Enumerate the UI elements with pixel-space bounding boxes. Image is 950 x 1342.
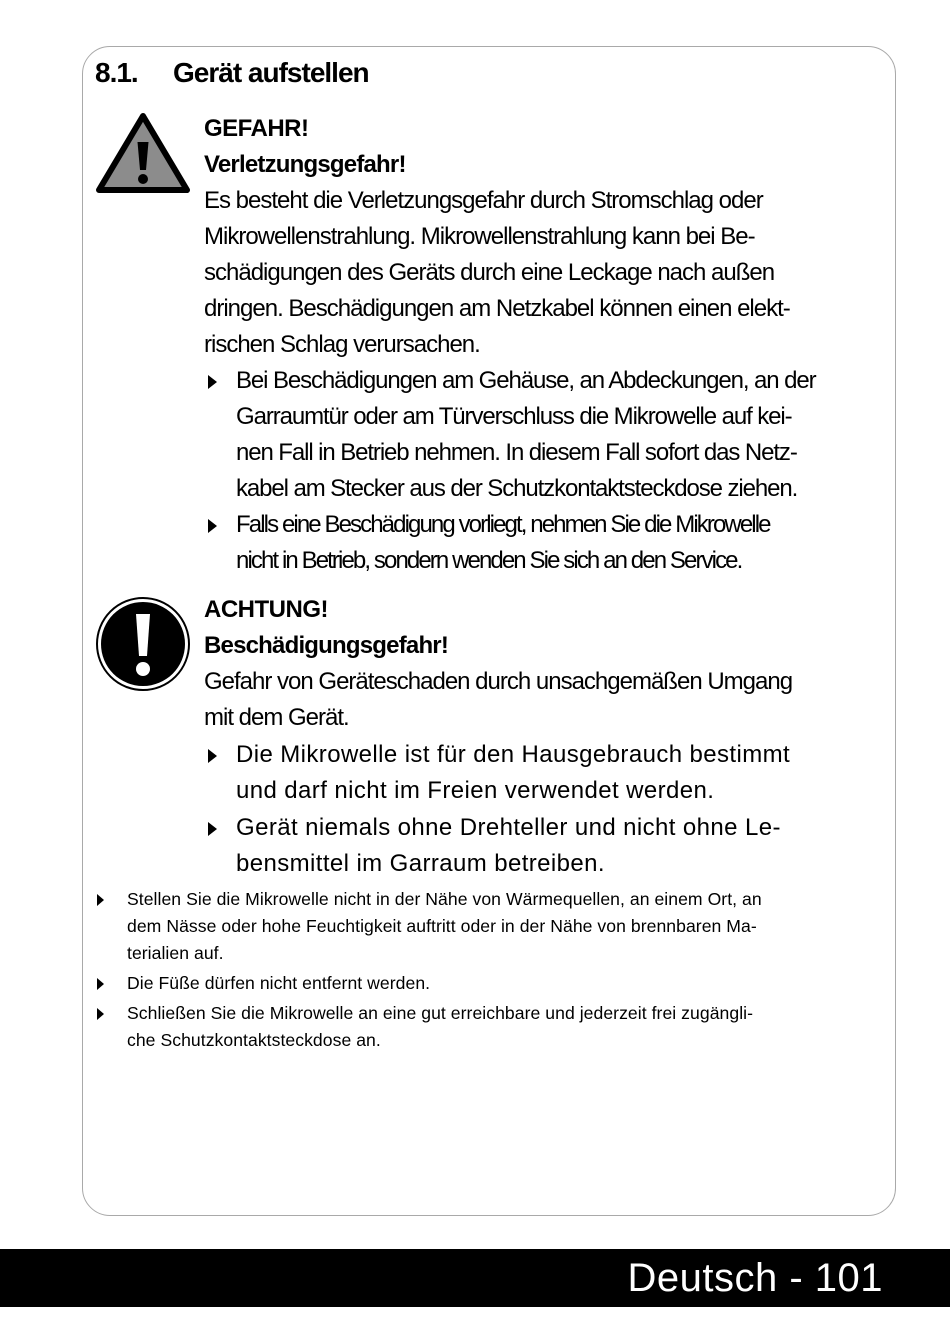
- bullet-arrow-icon: [97, 1008, 104, 1020]
- danger-body-line: Es besteht die Verletzungsgefahr durch Stromschlag oder: [204, 187, 763, 214]
- bullet-arrow-icon: [208, 822, 217, 836]
- instruction-line: terialien auf.: [127, 943, 224, 963]
- instruction-line: Stellen Sie die Mikrowelle nicht in der Nähe von Wärmequellen, an einem Ort, an: [127, 889, 762, 909]
- caution-list: [204, 737, 894, 882]
- danger-heading: GEFAHR!: [204, 115, 309, 142]
- caution-list-item: [204, 737, 894, 809]
- instruction-line: dem Nässe oder hohe Feuchtigkeit auftritt oder in der Nähe von brennbaren Ma-: [127, 916, 757, 936]
- instruction-item: [95, 970, 890, 997]
- instruction-item: [95, 1000, 890, 1054]
- instruction-line: che Schutzkontaktsteckdose an.: [127, 1030, 381, 1050]
- caution-notice: [204, 592, 894, 882]
- caution-body-line: mit dem Gerät.: [204, 704, 349, 731]
- bullet-arrow-icon: [97, 894, 104, 906]
- list-line: Gerät niemals ohne Drehteller und nicht ohne Le-: [236, 814, 781, 841]
- page-footer-label: Deutsch - 101: [627, 1256, 883, 1300]
- danger-body: [204, 183, 894, 363]
- bullet-arrow-icon: [208, 375, 217, 389]
- caution-subheading: Beschädigungsgefahr!: [204, 632, 449, 659]
- list-line: und darf nicht im Freien verwendet werden.: [236, 777, 715, 804]
- bullet-arrow-icon: [208, 749, 217, 763]
- warning-triangle-icon: [95, 112, 191, 194]
- danger-notice: [204, 111, 894, 579]
- danger-list: [204, 363, 894, 579]
- instruction-item: [95, 886, 890, 967]
- list-line: Bei Beschädigungen am Gehäuse, an Abdeckungen, an der: [236, 367, 816, 394]
- danger-body-line: dringen. Beschädigungen am Netzkabel können einen elekt-: [204, 295, 790, 322]
- list-line: Die Mikrowelle ist für den Hausgebrauch bestimmt: [236, 741, 791, 768]
- list-line: kabel am Stecker aus der Schutzkontaktsteckdose ziehen.: [236, 475, 798, 502]
- section-title: Gerät aufstellen: [173, 57, 369, 88]
- bullet-arrow-icon: [208, 519, 217, 533]
- danger-list-item: [204, 363, 894, 507]
- footer-bar: [0, 1249, 950, 1307]
- danger-body-line: rischen Schlag verursachen.: [204, 331, 480, 358]
- caution-body-line: Gefahr von Geräteschaden durch unsachgemäßen Umgang: [204, 668, 793, 695]
- section-heading: [95, 55, 369, 91]
- section-number: 8.1.: [95, 57, 138, 88]
- list-line: bensmittel im Garraum betreiben.: [236, 850, 605, 877]
- list-line: nen Fall in Betrieb nehmen. In diesem Fall sofort das Netz-: [236, 439, 797, 466]
- instruction-line: Die Füße dürfen nicht entfernt werden.: [127, 973, 431, 993]
- danger-list-item: [204, 507, 894, 579]
- exclamation-circle-icon: [95, 596, 191, 692]
- instruction-list: [95, 886, 890, 1057]
- danger-subheading: Verletzungsgefahr!: [204, 151, 406, 178]
- instruction-line: Schließen Sie die Mikrowelle an eine gut erreichbare und jederzeit frei zugängli-: [127, 1003, 754, 1023]
- list-line: Falls eine Beschädigung vorliegt, nehmen Sie die Mikrowelle: [236, 511, 770, 538]
- caution-list-item: [204, 810, 894, 882]
- list-line: nicht in Betrieb, sondern wenden Sie sich an den Service.: [236, 547, 742, 574]
- danger-body-line: schädigungen des Geräts durch eine Leckage nach außen: [204, 259, 775, 286]
- bullet-arrow-icon: [97, 978, 104, 990]
- danger-body-line: Mikrowellenstrahlung. Mikrowellenstrahlung kann bei Be-: [204, 223, 755, 250]
- list-line: Garraumtür oder am Türverschluss die Mikrowelle auf kei-: [236, 403, 792, 430]
- caution-body: [204, 664, 894, 736]
- caution-heading: ACHTUNG!: [204, 596, 328, 623]
